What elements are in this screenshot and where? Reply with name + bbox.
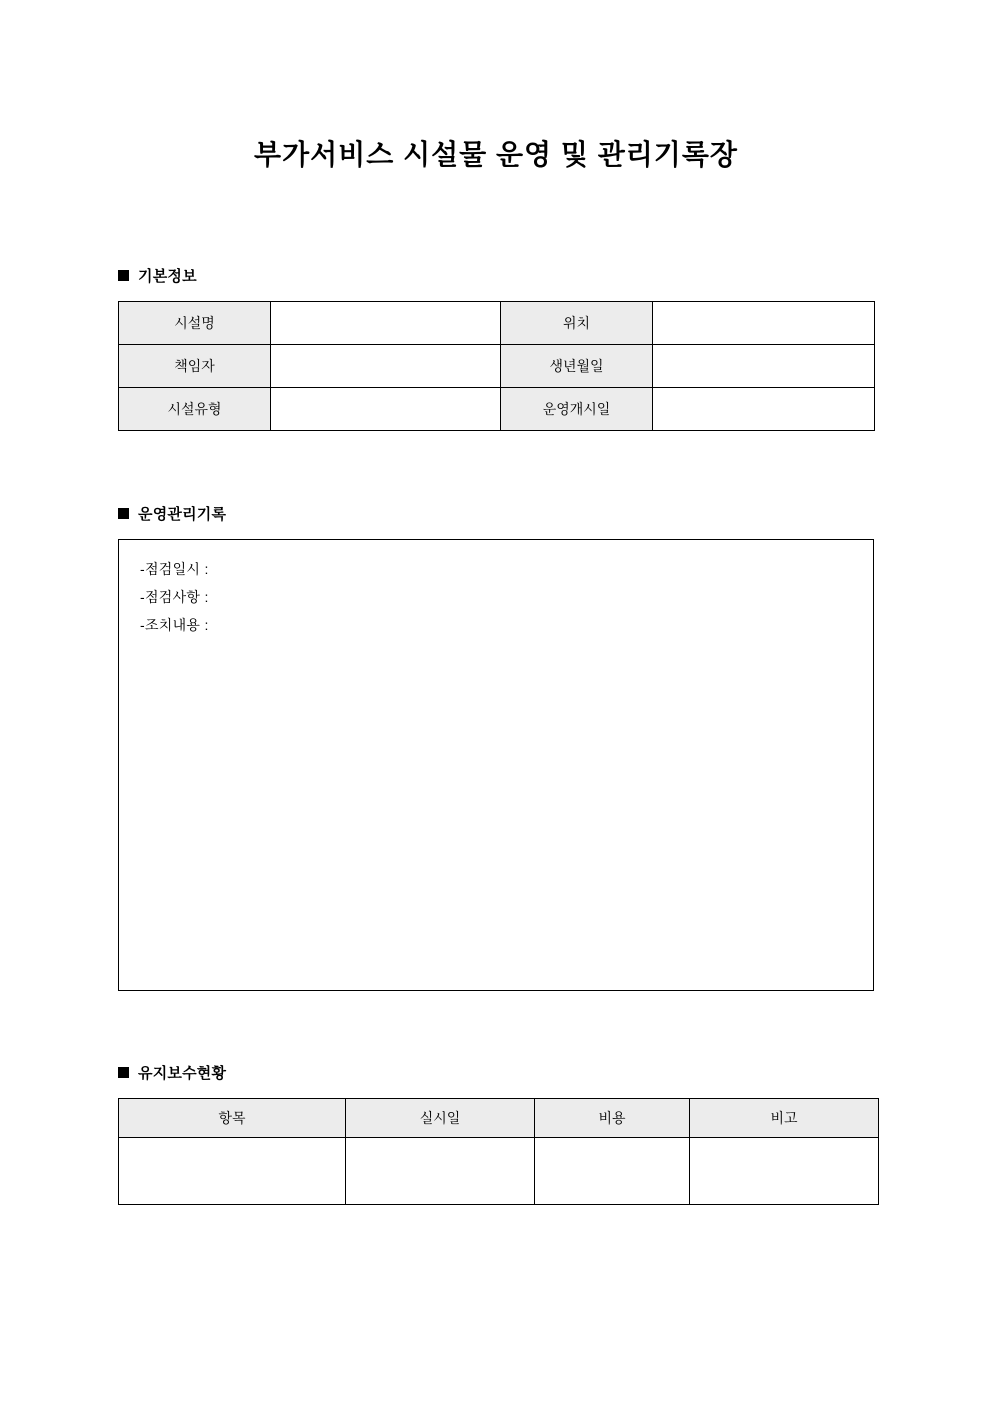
table-header-row [119, 1098, 879, 1137]
section-heading-operation-record [118, 503, 874, 524]
square-bullet-icon [118, 1067, 129, 1078]
operation-line-inspection-date: -점검일시 : [140, 560, 209, 577]
section-heading-maintenance-status-label: 유지보수현황 [138, 1064, 227, 1082]
square-bullet-icon [118, 508, 129, 519]
table-row [119, 1137, 879, 1204]
basic-label-start-date: 운영개시일 [501, 387, 653, 430]
section-heading-maintenance-status [118, 1062, 874, 1083]
basic-label-birthdate: 생년월일 [501, 344, 653, 387]
square-bullet-icon [118, 270, 129, 281]
basic-info-table [118, 301, 875, 431]
operation-line-actions-taken: -조치내용 : [140, 616, 209, 633]
basic-value-manager[interactable] [271, 344, 501, 387]
section-heading-operation-record-label: 운영관리기록 [138, 505, 227, 523]
basic-value-facility-name[interactable] [271, 301, 501, 344]
maintenance-table [118, 1098, 879, 1205]
operation-record-textarea[interactable] [118, 539, 874, 991]
basic-label-facility-name: 시설명 [119, 301, 271, 344]
basic-label-location: 위치 [501, 301, 653, 344]
maintenance-column-note: 비고 [690, 1098, 879, 1137]
table-row [119, 387, 875, 430]
basic-value-start-date[interactable] [653, 387, 875, 430]
maintenance-column-cost: 비용 [535, 1098, 690, 1137]
basic-value-birthdate[interactable] [653, 344, 875, 387]
section-heading-basic-info-label: 기본정보 [138, 267, 197, 285]
table-row [119, 344, 875, 387]
maintenance-cell-date[interactable] [346, 1137, 535, 1204]
maintenance-cell-cost[interactable] [535, 1137, 690, 1204]
operation-line-inspection-items: -점검사항 : [140, 588, 209, 605]
maintenance-column-date: 실시일 [346, 1098, 535, 1137]
maintenance-column-item: 항목 [119, 1098, 346, 1137]
basic-value-location[interactable] [653, 301, 875, 344]
maintenance-cell-item[interactable] [119, 1137, 346, 1204]
page-title: 부가서비스 시설물 운영 및 관리기록장 [254, 139, 738, 170]
basic-label-manager: 책임자 [119, 344, 271, 387]
maintenance-cell-note[interactable] [690, 1137, 879, 1204]
table-row [119, 301, 875, 344]
basic-value-facility-type[interactable] [271, 387, 501, 430]
section-heading-basic-info [118, 265, 874, 286]
basic-label-facility-type: 시설유형 [119, 387, 271, 430]
